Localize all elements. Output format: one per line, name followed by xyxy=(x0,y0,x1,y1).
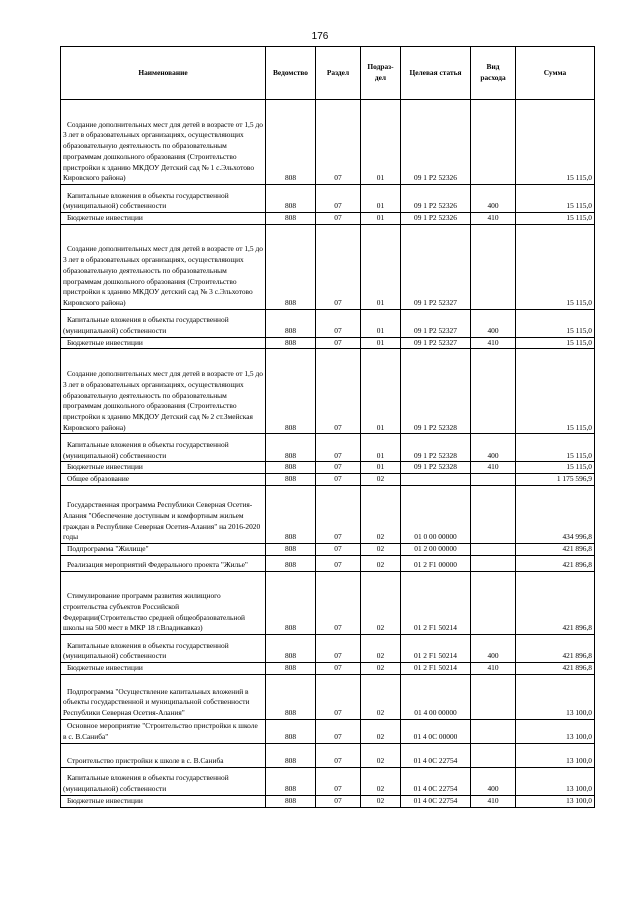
table-row xyxy=(61,474,595,486)
cell-podrazdel: 02 xyxy=(361,743,401,767)
cell-podrazdel: 02 xyxy=(361,767,401,795)
cell-target xyxy=(401,474,471,486)
cell-sum: 421 896,8 xyxy=(516,556,595,572)
table-body xyxy=(61,100,595,808)
cell-target: 01 4 0С 22754 xyxy=(401,767,471,795)
cell-podrazdel: 02 xyxy=(361,572,401,635)
cell-podrazdel: 02 xyxy=(361,486,401,544)
cell-name: Капитальные вложения в объекты государственной (муниципальной) собственности xyxy=(61,767,266,795)
cell-vid xyxy=(471,719,516,743)
table-row xyxy=(61,349,595,434)
cell-ved: 808 xyxy=(266,434,316,462)
table-row xyxy=(61,486,595,544)
cell-podrazdel: 02 xyxy=(361,474,401,486)
table-row xyxy=(61,556,595,572)
table-row xyxy=(61,663,595,675)
cell-razdel: 07 xyxy=(316,719,361,743)
table-row xyxy=(61,100,595,185)
cell-ved: 808 xyxy=(266,213,316,225)
cell-vid xyxy=(471,224,516,309)
cell-target: 01 2 F1 50214 xyxy=(401,635,471,663)
cell-vid xyxy=(471,743,516,767)
cell-ved: 808 xyxy=(266,544,316,556)
cell-ved: 808 xyxy=(266,743,316,767)
cell-sum: 13 100,0 xyxy=(516,743,595,767)
cell-sum: 13 100,0 xyxy=(516,674,595,719)
cell-target: 01 4 0С 00000 xyxy=(401,719,471,743)
cell-name: Бюджетные инвестиции xyxy=(61,213,266,225)
cell-razdel: 07 xyxy=(316,635,361,663)
cell-ved: 808 xyxy=(266,635,316,663)
cell-podrazdel: 02 xyxy=(361,544,401,556)
cell-name: Подпрограмма "Жилище" xyxy=(61,544,266,556)
cell-ved: 808 xyxy=(266,309,316,337)
cell-ved: 808 xyxy=(266,337,316,349)
cell-vid: 400 xyxy=(471,309,516,337)
cell-podrazdel: 02 xyxy=(361,556,401,572)
cell-podrazdel: 01 xyxy=(361,185,401,213)
cell-vid xyxy=(471,572,516,635)
cell-podrazdel: 01 xyxy=(361,337,401,349)
cell-vid xyxy=(471,544,516,556)
cell-vid: 410 xyxy=(471,213,516,225)
table-row xyxy=(61,213,595,225)
cell-name: Реализация мероприятий Федерального проекта "Жилье" xyxy=(61,556,266,572)
cell-razdel: 07 xyxy=(316,213,361,225)
budget-table xyxy=(60,46,595,808)
cell-podrazdel: 01 xyxy=(361,309,401,337)
table-row xyxy=(61,767,595,795)
cell-razdel: 07 xyxy=(316,462,361,474)
cell-podrazdel: 02 xyxy=(361,795,401,807)
cell-target: 01 4 0С 22754 xyxy=(401,795,471,807)
cell-ved: 808 xyxy=(266,486,316,544)
cell-sum: 15 115,0 xyxy=(516,309,595,337)
cell-vid: 410 xyxy=(471,795,516,807)
cell-ved: 808 xyxy=(266,556,316,572)
cell-name: Капитальные вложения в объекты государственной (муниципальной) собственности xyxy=(61,185,266,213)
cell-sum: 15 115,0 xyxy=(516,349,595,434)
cell-target: 01 4 0С 22754 xyxy=(401,743,471,767)
cell-name: Бюджетные инвестиции xyxy=(61,663,266,675)
cell-podrazdel: 01 xyxy=(361,434,401,462)
cell-name: Стимулирование программ развития жилищного строительства субъектов Российской Федерации(Строительство средней общеобразовательной школы на 500 мест в МКР 18 г.Владикавказ) xyxy=(61,572,266,635)
cell-ved: 808 xyxy=(266,474,316,486)
cell-vid xyxy=(471,100,516,185)
header-podrazdel: Подраз-дел xyxy=(361,47,401,100)
cell-podrazdel: 01 xyxy=(361,462,401,474)
cell-vid xyxy=(471,349,516,434)
cell-razdel: 07 xyxy=(316,309,361,337)
cell-target: 01 2 00 00000 xyxy=(401,544,471,556)
cell-ved: 808 xyxy=(266,185,316,213)
cell-ved: 808 xyxy=(266,462,316,474)
table-row xyxy=(61,462,595,474)
cell-vid: 410 xyxy=(471,337,516,349)
cell-target: 09 1 P2 52327 xyxy=(401,224,471,309)
table-row xyxy=(61,309,595,337)
cell-podrazdel: 02 xyxy=(361,663,401,675)
header-vid: Вид расхода xyxy=(471,47,516,100)
cell-ved: 808 xyxy=(266,224,316,309)
cell-sum: 15 115,0 xyxy=(516,185,595,213)
cell-sum: 13 100,0 xyxy=(516,767,595,795)
cell-sum: 15 115,0 xyxy=(516,100,595,185)
table-row xyxy=(61,795,595,807)
cell-target: 01 0 00 00000 xyxy=(401,486,471,544)
cell-target: 09 1 P2 52326 xyxy=(401,100,471,185)
cell-podrazdel: 01 xyxy=(361,349,401,434)
table-row xyxy=(61,185,595,213)
cell-target: 09 1 P2 52327 xyxy=(401,337,471,349)
table-row xyxy=(61,743,595,767)
cell-vid: 400 xyxy=(471,767,516,795)
header-name: Наименование xyxy=(61,47,266,100)
cell-ved: 808 xyxy=(266,767,316,795)
cell-sum: 1 175 596,9 xyxy=(516,474,595,486)
cell-razdel: 07 xyxy=(316,434,361,462)
cell-razdel: 07 xyxy=(316,349,361,434)
cell-ved: 808 xyxy=(266,349,316,434)
table-row xyxy=(61,674,595,719)
header-razdel: Раздел xyxy=(316,47,361,100)
cell-target: 01 2 F1 50214 xyxy=(401,663,471,675)
cell-name: Бюджетные инвестиции xyxy=(61,337,266,349)
cell-ved: 808 xyxy=(266,663,316,675)
cell-podrazdel: 02 xyxy=(361,719,401,743)
cell-sum: 421 896,8 xyxy=(516,663,595,675)
cell-vid: 410 xyxy=(471,462,516,474)
cell-razdel: 07 xyxy=(316,337,361,349)
cell-vid: 410 xyxy=(471,663,516,675)
cell-name: Капитальные вложения в объекты государственной (муниципальной) собственности xyxy=(61,309,266,337)
cell-target: 09 1 P2 52328 xyxy=(401,434,471,462)
cell-name: Создание дополнительных мест для детей в возрасте от 1,5 до 3 лет в образовательных организациях, осуществляющих образовательную деятельность по образовательным программам дошкольного образования (Строительство пристройки к зданию МКДОУ детский сад № 3 с.Эльхотово Кировского района) xyxy=(61,224,266,309)
cell-vid xyxy=(471,474,516,486)
cell-razdel: 07 xyxy=(316,795,361,807)
cell-razdel: 07 xyxy=(316,474,361,486)
cell-target: 01 2 F1 00000 xyxy=(401,556,471,572)
cell-podrazdel: 02 xyxy=(361,674,401,719)
cell-name: Государственная программа Республики Северная Осетия-Алания "Обеспечение доступным и комфортным жильем граждан в Республике Северная Осетия-Алания" на 2016-2020 годы xyxy=(61,486,266,544)
cell-target: 09 1 P2 52326 xyxy=(401,185,471,213)
page-number: 176 xyxy=(311,31,329,42)
cell-vid: 400 xyxy=(471,185,516,213)
cell-target: 09 1 P2 52327 xyxy=(401,309,471,337)
cell-target: 09 1 P2 52328 xyxy=(401,349,471,434)
header-sum: Сумма xyxy=(516,47,595,100)
cell-podrazdel: 01 xyxy=(361,100,401,185)
cell-sum: 13 100,0 xyxy=(516,795,595,807)
table-row xyxy=(61,544,595,556)
cell-ved: 808 xyxy=(266,719,316,743)
header-vedomstvo: Ведомство xyxy=(266,47,316,100)
cell-sum: 421 896,8 xyxy=(516,635,595,663)
cell-vid: 400 xyxy=(471,434,516,462)
table-row xyxy=(61,719,595,743)
cell-razdel: 07 xyxy=(316,767,361,795)
cell-ved: 808 xyxy=(266,795,316,807)
cell-sum: 15 115,0 xyxy=(516,224,595,309)
cell-ved: 808 xyxy=(266,674,316,719)
cell-name: Создание дополнительных мест для детей в возрасте от 1,5 до 3 лет в образовательных организациях, осуществляющих образовательную деятельность по образовательным программам дошкольного образования (Строительство пристройки к зданию МКДОУ Детский сад № 1 с.Эльхотово Кировского района) xyxy=(61,100,266,185)
cell-target: 09 1 P2 52326 xyxy=(401,213,471,225)
cell-sum: 15 115,0 xyxy=(516,434,595,462)
cell-target: 01 2 F1 50214 xyxy=(401,572,471,635)
cell-razdel: 07 xyxy=(316,486,361,544)
cell-vid: 400 xyxy=(471,635,516,663)
cell-name: Строительство пристройки к школе в с. В.Саниба xyxy=(61,743,266,767)
cell-name: Бюджетные инвестиции xyxy=(61,462,266,474)
cell-sum: 421 896,8 xyxy=(516,572,595,635)
cell-podrazdel: 01 xyxy=(361,213,401,225)
table-header-row xyxy=(61,47,595,100)
table-row xyxy=(61,635,595,663)
cell-vid xyxy=(471,674,516,719)
cell-razdel: 07 xyxy=(316,743,361,767)
cell-razdel: 07 xyxy=(316,663,361,675)
header-target: Целевая статья xyxy=(401,47,471,100)
cell-podrazdel: 02 xyxy=(361,635,401,663)
cell-sum: 15 115,0 xyxy=(516,337,595,349)
cell-name: Подпрограмма "Осуществление капитальных вложений в объекты государственной и муниципальной собственности Республики Северная Осетия-Алания" xyxy=(61,674,266,719)
table-row xyxy=(61,572,595,635)
cell-name: Основное мероприятие "Строительство пристройки к школе в с. В.Саниба" xyxy=(61,719,266,743)
cell-sum: 15 115,0 xyxy=(516,213,595,225)
cell-razdel: 07 xyxy=(316,674,361,719)
cell-name: Создание дополнительных мест для детей в возрасте от 1,5 до 3 лет в образовательных организациях, осуществляющих образовательную деятельность по образовательным программам дошкольного образования (Строительство пристройки к зданию МКДОУ Детский сад № 2 ст.Змейская Кировского района) xyxy=(61,349,266,434)
cell-target: 01 4 00 00000 xyxy=(401,674,471,719)
cell-razdel: 07 xyxy=(316,572,361,635)
cell-podrazdel: 01 xyxy=(361,224,401,309)
cell-razdel: 07 xyxy=(316,544,361,556)
cell-razdel: 07 xyxy=(316,224,361,309)
cell-razdel: 07 xyxy=(316,185,361,213)
cell-ved: 808 xyxy=(266,572,316,635)
table-row xyxy=(61,337,595,349)
cell-vid xyxy=(471,486,516,544)
cell-target: 09 1 P2 52328 xyxy=(401,462,471,474)
cell-name: Капитальные вложения в объекты государственной (муниципальной) собственности xyxy=(61,434,266,462)
cell-razdel: 07 xyxy=(316,556,361,572)
cell-name: Общее образование xyxy=(61,474,266,486)
cell-sum: 13 100,0 xyxy=(516,719,595,743)
cell-sum: 434 996,8 xyxy=(516,486,595,544)
cell-razdel: 07 xyxy=(316,100,361,185)
cell-vid xyxy=(471,556,516,572)
cell-sum: 15 115,0 xyxy=(516,462,595,474)
cell-sum: 421 896,8 xyxy=(516,544,595,556)
table-row xyxy=(61,434,595,462)
table-row xyxy=(61,224,595,309)
cell-name: Капитальные вложения в объекты государственной (муниципальной) собственности xyxy=(61,635,266,663)
cell-name: Бюджетные инвестиции xyxy=(61,795,266,807)
cell-ved: 808 xyxy=(266,100,316,185)
